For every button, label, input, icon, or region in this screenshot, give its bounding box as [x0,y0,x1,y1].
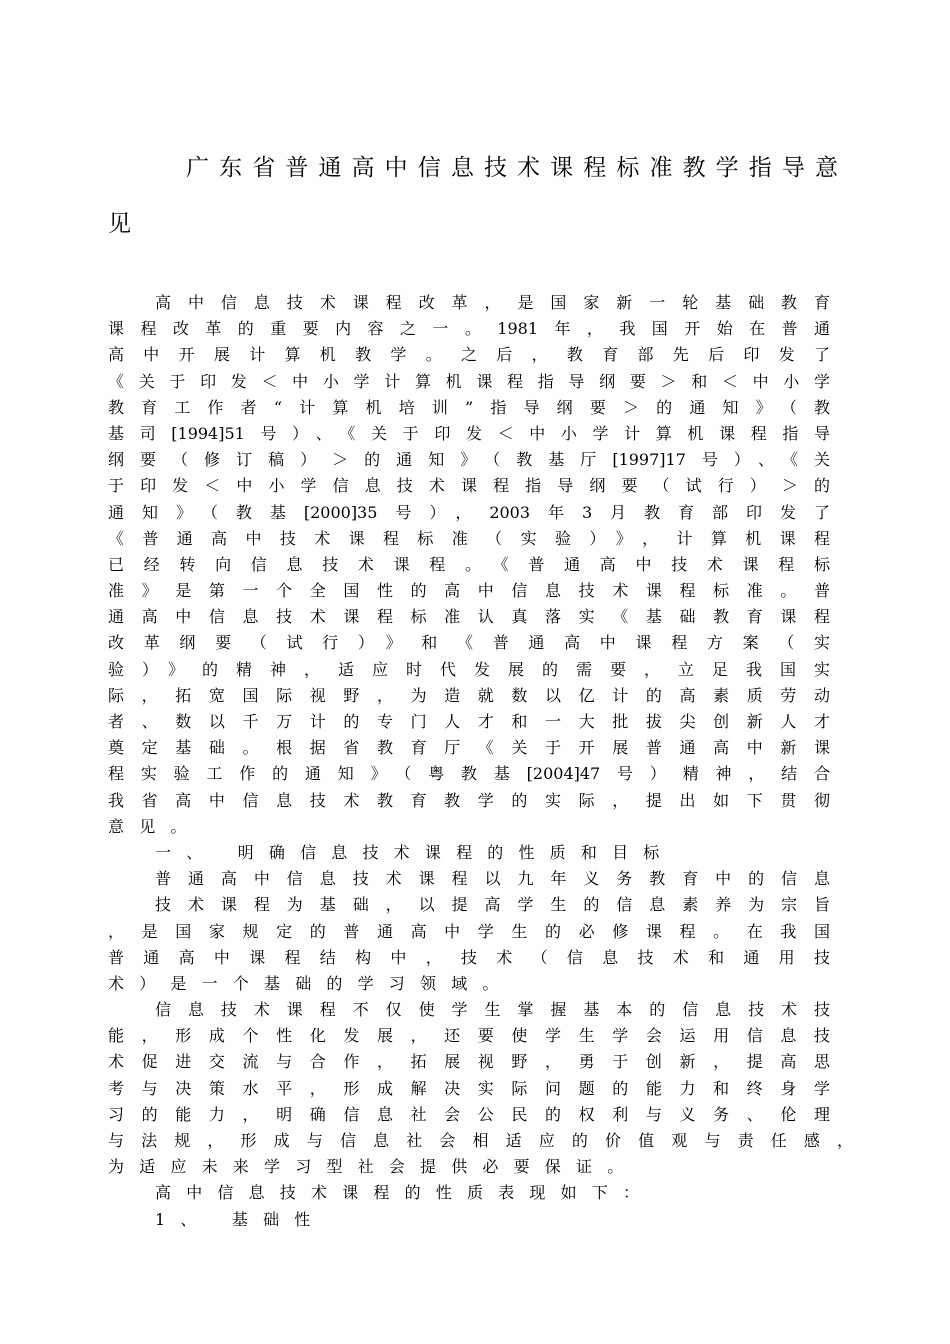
text-line: 习的能力，明确信息社会公民的权利与义务、伦理 [108,1104,830,1124]
text-line: 信息技术课程不仅使学生掌握基本的信息技术技 [155,1000,830,1020]
text-line: 已经转向信息技术课程。《普通高中技术课程标 [108,554,830,574]
text-line: 程实验工作的通知》（粤教基[2004]47号）精神，结合 [108,764,830,784]
text-line: 教育工作者“计算机培训”指导纲要＞的通知》（教 [108,397,830,417]
text-line: 能，形成个性化发展，还要使学生学会运用信息技 [108,1026,830,1046]
text-line: 《普通高中技术课程标准（实验）》，计算机课程 [108,528,830,548]
text-line: 术）是一个基础的学习领域。 [108,973,514,993]
title-line-1: 广东省普通高中信息技术课程标准教学指导意 [186,155,838,181]
text-line: 普通高中信息技术课程以九年义务教育中的信息 [155,869,830,889]
text-line: 纲要（修订稿）＞的通知》（教基厅[1997]17号）、《关 [108,450,830,470]
document-body [108,290,853,1233]
list-item: 1、 基础性 [155,1209,326,1229]
text-line: 者、数以千万计的专门人才和一大批拔尖创新人才 [108,712,830,731]
text-line: 术促进交流与合作，拓展视野，勇于创新，提高思 [108,1052,830,1072]
section-heading: 一、 明确信息技术课程的性质和目标 [155,842,675,862]
text-line: 通高中信息技术课程标准认真落实《基础教育课程 [108,607,830,627]
text-line: ，是国家规定的普通高中学生的必修课程。在我国 [108,921,830,941]
text-line: 意见。 [108,816,202,836]
text-line: 课程改革的重要内容之一。1981年，我国开始在普通 [108,319,830,339]
text-line: 考与决策水平，形成解决实际问题的能力和终身学 [108,1078,830,1098]
document-title [108,140,838,252]
text-line: 通知》（教基[2000]35号），2003年3月教育部印发了 [108,502,830,522]
text-line: 高中开展计算机教学。之后，教育部先后印发了 [108,345,830,365]
text-line: 际，拓宽国际视野，为造就数以亿计的高素质劳动 [108,685,830,705]
text-line: 高中信息技术课程的性质表现如下： [155,1183,655,1203]
text-line: 为适应未来学习型社会提供必要保证。 [108,1157,639,1177]
text-line: 改革纲要（试行）》和《普通高中课程方案（实 [108,633,830,653]
text-line: 普通高中课程结构中，技术（信息技术和通用技 [108,947,830,967]
text-line: 验）》的精神，适应时代发展的需要，立足我国实 [108,659,830,679]
text-line: 《关于印发＜中小学计算机课程指导纲要＞和＜中小学 [108,371,830,391]
text-line: 准》是第一个全国性的高中信息技术课程标准。普 [108,581,830,601]
text-line: 基司[1994]51号）、《关于印发＜中小学计算机课程指导 [108,423,830,443]
title-line-2: 见 [108,211,131,237]
text-line: 与法规，形成与信息社会相适应的价值观与责任感， [108,1131,853,1150]
text-line: 技术课程为基础，以提高学生的信息素养为宗旨 [155,895,830,915]
text-line: 奠定基础。根据省教育厅《关于开展普通高中新课 [108,738,830,758]
text-line: 我省高中信息技术教育教学的实际，提出如下贯彻 [108,790,830,810]
text-line: 于印发＜中小学信息技术课程指导纲要（试行）＞的 [108,476,830,496]
text-line: 高中信息技术课程改革，是国家新一轮基础教育 [155,293,830,312]
